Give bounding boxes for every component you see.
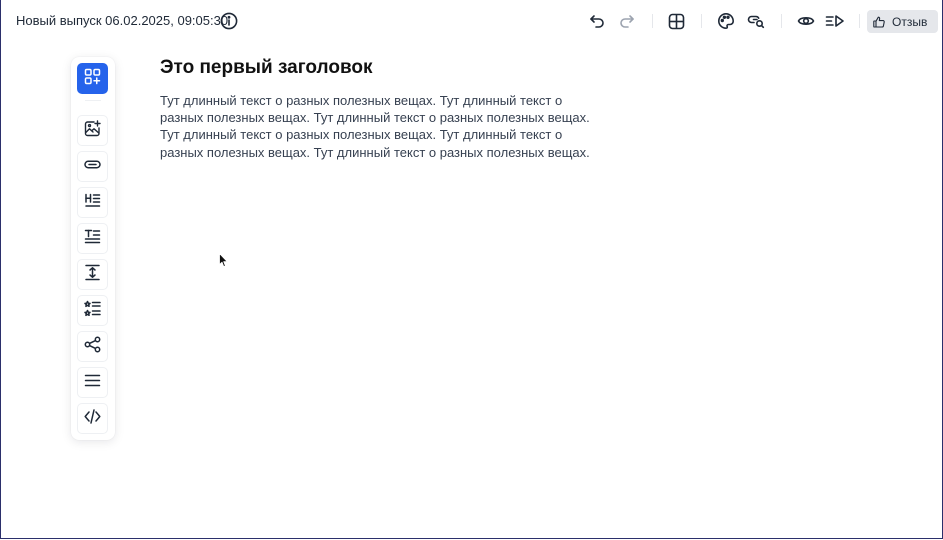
add-block-button[interactable] (77, 63, 108, 94)
eye-icon[interactable] (796, 11, 816, 31)
link-search-icon[interactable] (746, 11, 766, 31)
feedback-button[interactable] (867, 10, 938, 33)
header-divider (781, 14, 782, 28)
add-block-icon (84, 68, 101, 90)
button-block-button[interactable] (77, 151, 108, 182)
menu-icon (84, 372, 101, 394)
page-title[interactable]: Это первый заголовок (160, 57, 373, 78)
block-toolbar (71, 57, 115, 440)
info-icon[interactable] (220, 12, 238, 30)
image-add-icon (84, 120, 101, 142)
header-divider (859, 14, 860, 28)
layout-grid-icon[interactable] (666, 11, 686, 31)
send-list-icon[interactable] (825, 11, 845, 31)
spacer-icon (84, 264, 101, 286)
mouse-pointer-icon (219, 253, 228, 268)
list-block-button[interactable] (77, 295, 108, 326)
text-block-button[interactable] (77, 223, 108, 254)
heading-text-icon (84, 192, 101, 214)
share-icon (84, 336, 101, 358)
image-block-button[interactable] (77, 115, 108, 146)
redo-icon[interactable] (617, 11, 637, 31)
top-bar (1, 0, 942, 42)
header-divider (701, 14, 702, 28)
spacer-block-button[interactable] (77, 259, 108, 290)
text-block-icon (84, 228, 101, 250)
code-block-button[interactable] (77, 403, 108, 434)
button-icon (84, 156, 101, 178)
body-text[interactable]: Тут длинный текст о разных полезных вещах. Тут длинный текст о разных полезных вещах. Тут длинный текст о разных полезных вещах. Тут длинный текст о разных полезных вещах. Тут длинный текст о разных полезных вещах. Тут длинный текст о разных полезных вещах. (160, 93, 590, 160)
release-title: Новый выпуск 06.02.2025, 09:05:30 (16, 13, 229, 28)
feedback-label: Отзыв (892, 14, 928, 29)
menu-block-button[interactable] (77, 367, 108, 398)
code-icon (84, 408, 101, 430)
palette-icon[interactable] (716, 11, 736, 31)
list-icon (84, 300, 101, 322)
toolbar-divider (85, 100, 101, 101)
thumbs-up-icon (873, 16, 885, 28)
heading-block-button[interactable] (77, 187, 108, 218)
share-block-button[interactable] (77, 331, 108, 362)
undo-icon[interactable] (587, 11, 607, 31)
header-divider (652, 14, 653, 28)
